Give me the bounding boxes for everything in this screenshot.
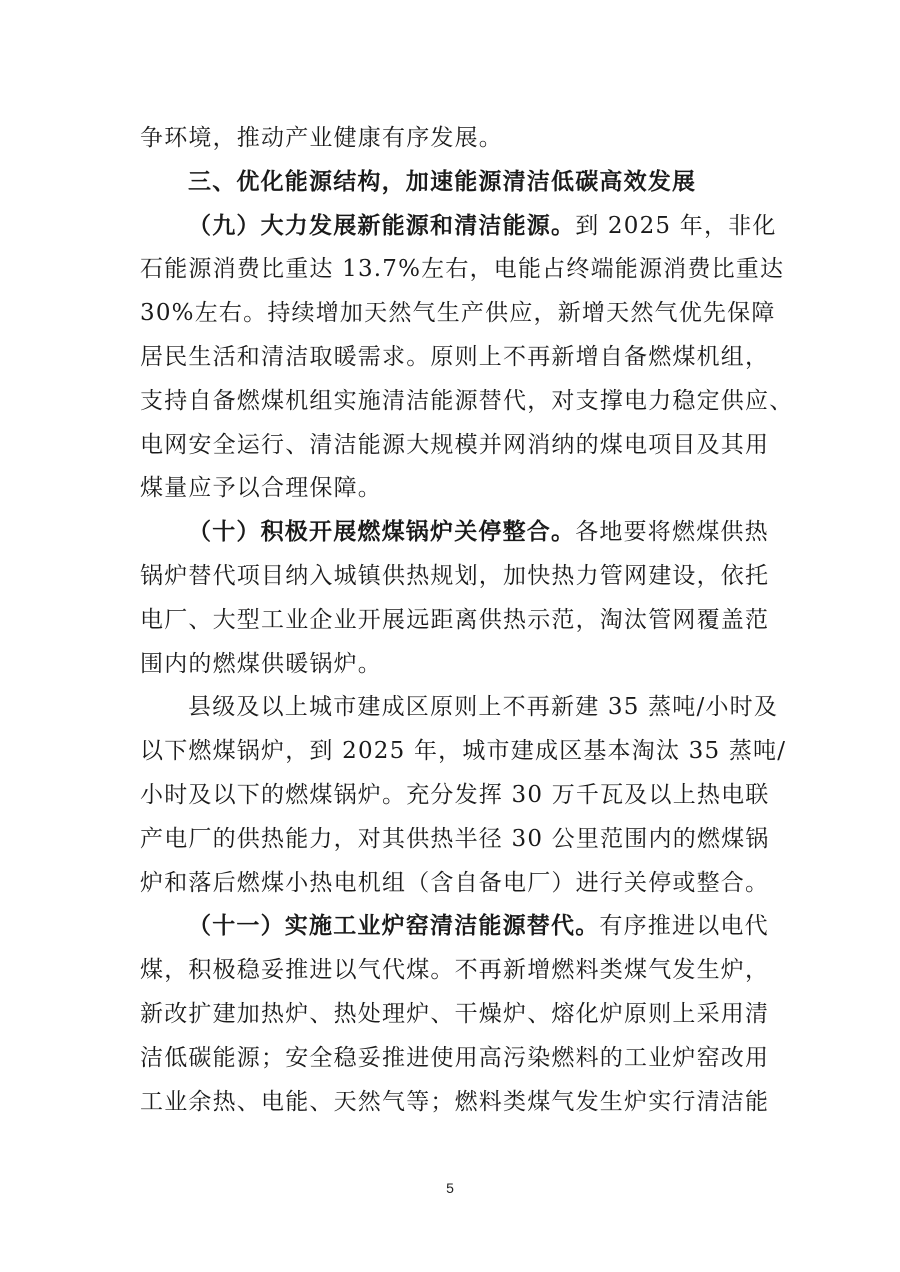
text-line: 洁低碳能源；安全稳妥推进使用高污染燃料的工业炉窑改用 xyxy=(140,1044,770,1071)
text-line: 以下燃煤锅炉，到 2025 年，城市建成区基本淘汰 35 蒸吨/ xyxy=(140,738,787,765)
text-line: 石能源消费比重达 13.7%左右，电能占终端能源消费比重达 xyxy=(140,256,785,283)
text-line: 工业余热、电能、天然气等；燃料类煤气发生炉实行清洁能 xyxy=(140,1088,770,1115)
paragraph-county-start: 县级及以上城市建成区原则上不再新建 35 蒸吨/小时及 xyxy=(188,694,779,721)
paragraph-lead: （十）积极开展燃煤锅炉关停整合。 xyxy=(188,519,576,546)
text-line: 小时及以下的燃煤锅炉。充分发挥 30 万千瓦及以上热电联 xyxy=(140,781,770,808)
text-line: 争环境，推动产业健康有序发展。 xyxy=(140,125,503,151)
paragraph-ten-start: （十）积极开展燃煤锅炉关停整合。各地要将燃煤供热 xyxy=(188,519,769,546)
text-line: 新改扩建加热炉、热处理炉、干燥炉、熔化炉原则上采用清 xyxy=(140,1000,770,1027)
paragraph-lead: （十一）实施工业炉窑清洁能源替代。 xyxy=(188,913,600,940)
text-line: 居民生活和清洁取暖需求。原则上不再新增自备燃煤机组， xyxy=(140,343,770,370)
text-line: 煤，积极稳妥推进以气代煤。不再新增燃料类煤气发生炉， xyxy=(140,957,770,984)
text-line: 电厂、大型工业企业开展远距离供热示范，淘汰管网覆盖范 xyxy=(140,606,770,633)
text-line: 产电厂的供热能力，对其供热半径 30 公里范围内的燃煤锅 xyxy=(140,825,770,852)
page-number: 5 xyxy=(446,1180,454,1196)
text-line: 锅炉替代项目纳入城镇供热规划，加快热力管网建设，依托 xyxy=(140,562,770,589)
document-body xyxy=(140,117,794,1124)
paragraph-eleven-start: （十一）实施工业炉窑清洁能源替代。有序推进以电代 xyxy=(188,913,769,940)
paragraph-lead: （九）大力发展新能源和清洁能源。 xyxy=(188,212,576,239)
section-heading: 三、优化能源结构，加速能源清洁低碳高效发展 xyxy=(188,168,697,195)
paragraph-nine-start: （九）大力发展新能源和清洁能源。到 2025 年，非化 xyxy=(188,212,777,239)
text-line: 围内的燃煤供暖锅炉。 xyxy=(140,650,382,677)
text-line: 电网安全运行、清洁能源大规模并网消纳的煤电项目及其用 xyxy=(140,431,770,458)
text-line: 30%左右。持续增加天然气生产供应，新增天然气优先保障 xyxy=(140,300,776,327)
text-line: 炉和落后燃煤小热电机组（含自备电厂）进行关停或整合。 xyxy=(140,869,770,896)
text-line: 煤量应予以合理保障。 xyxy=(140,475,382,502)
text-line: 支持自备燃煤机组实施清洁能源替代，对支撑电力稳定供应、 xyxy=(140,387,794,414)
